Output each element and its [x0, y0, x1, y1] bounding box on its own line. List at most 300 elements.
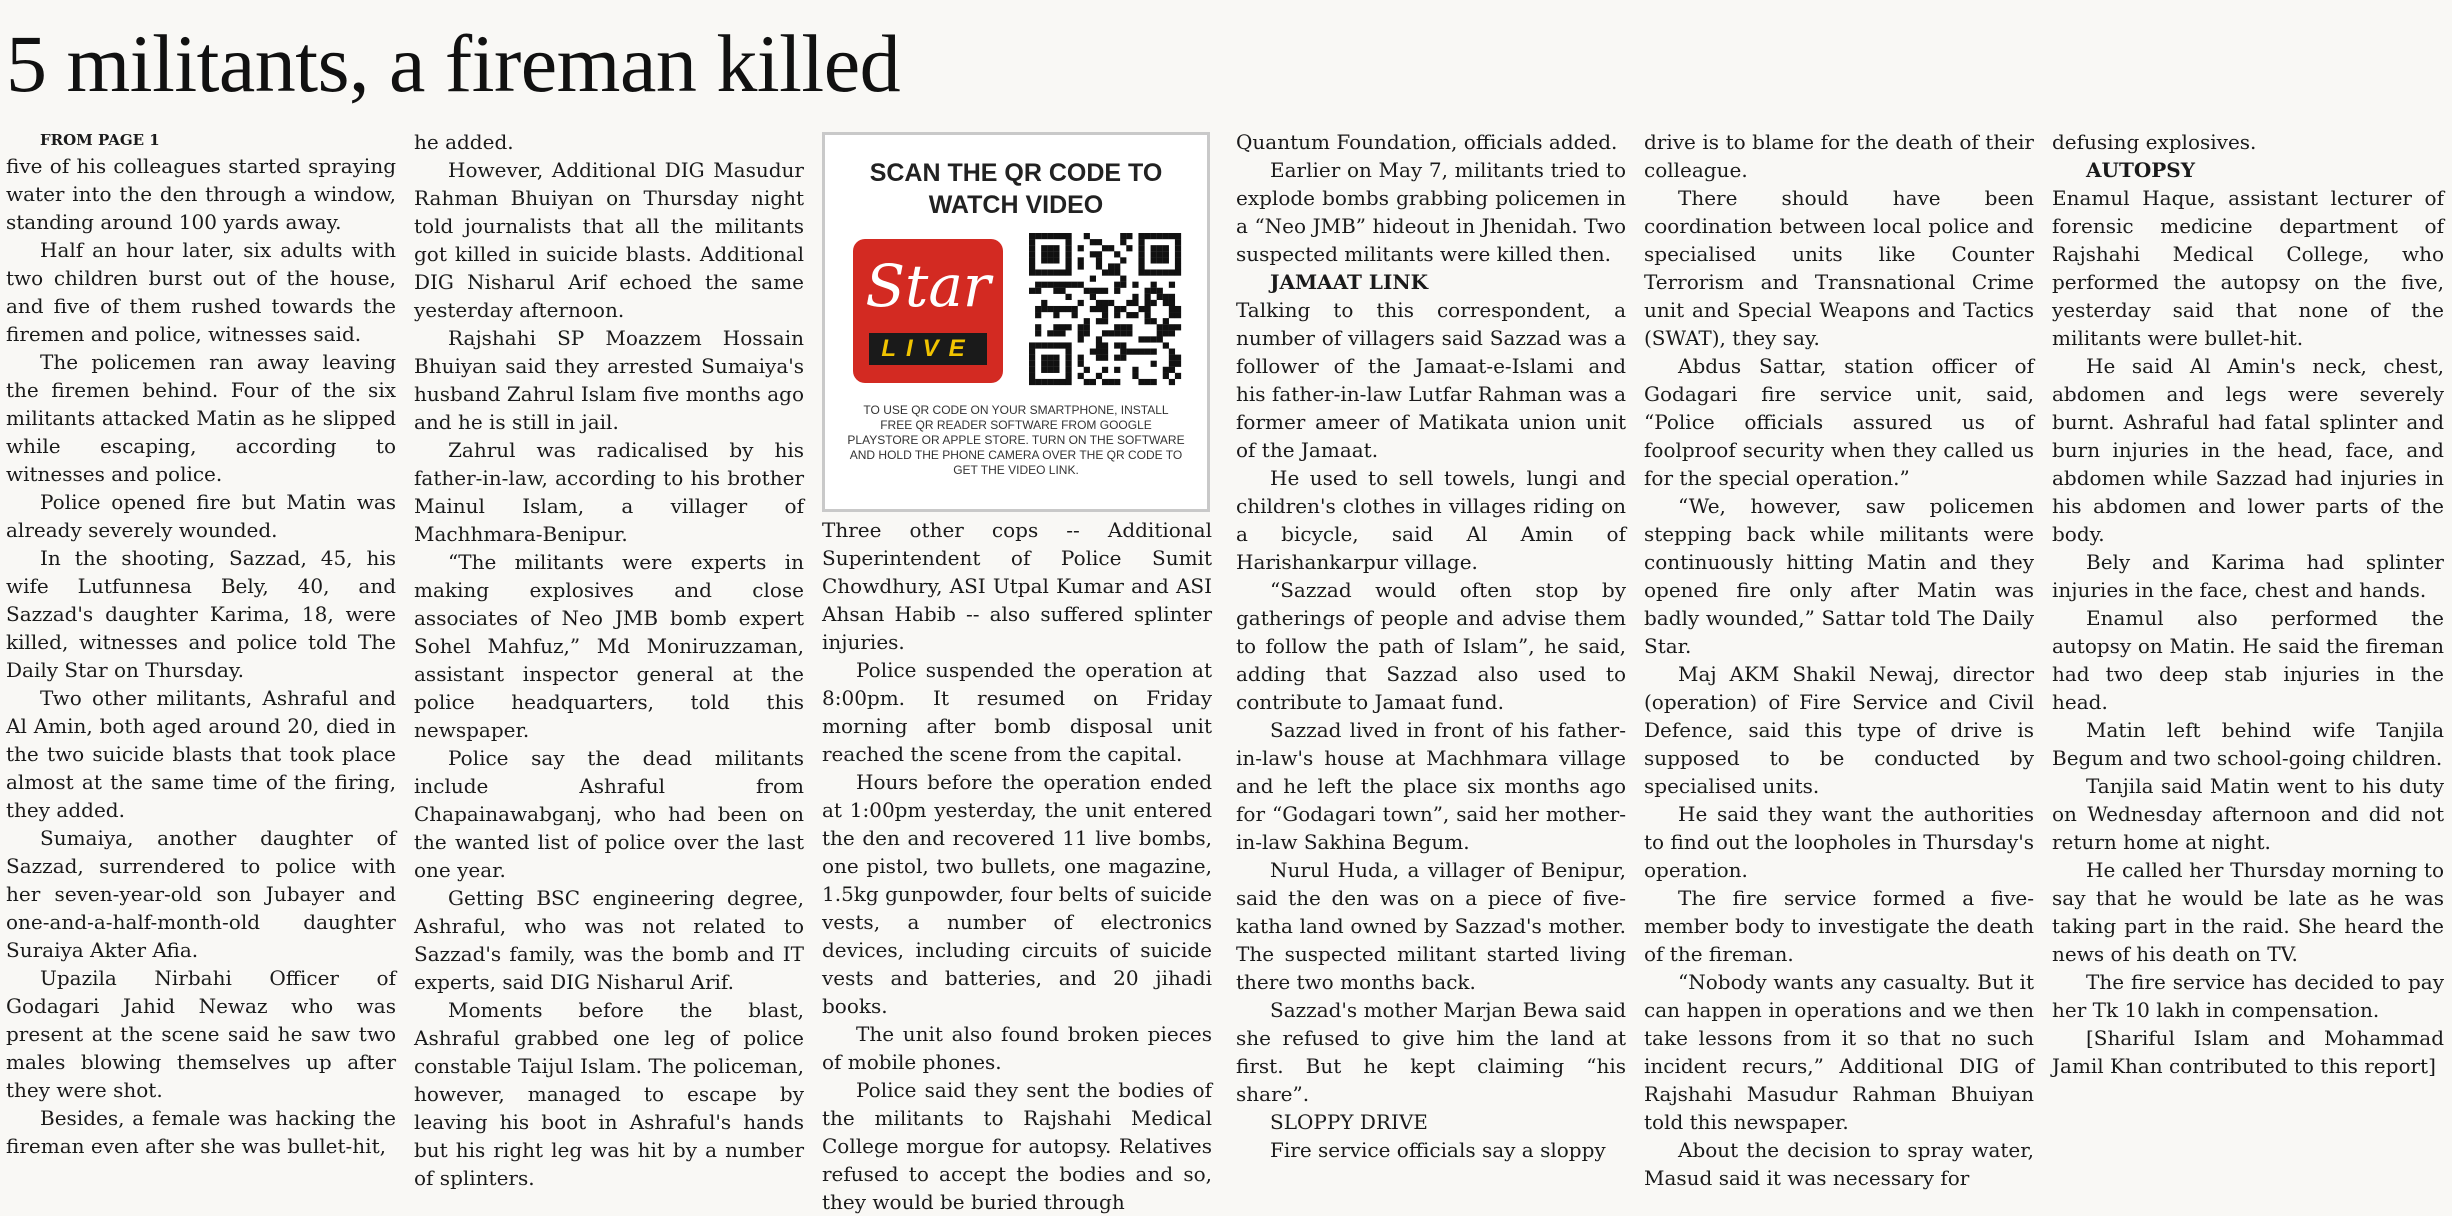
- qr-module: [1169, 330, 1175, 336]
- qr-module: [1029, 373, 1035, 379]
- qr-module: [1035, 330, 1041, 336]
- qr-module: [1114, 379, 1120, 385]
- qr-module: [1029, 349, 1035, 355]
- qr-module: [1059, 342, 1065, 348]
- qr-module: [1145, 269, 1151, 275]
- qr-module: [1163, 251, 1169, 257]
- paragraph: Sumaiya, another daughter of Sazzad, surrendered to police with her seven-year-old son Jubayer and one-and-a-half-month-old daughter Suraiya Akter Afia.: [6, 826, 396, 962]
- qr-module: [1065, 282, 1071, 288]
- qr-module: [1114, 306, 1120, 312]
- paragraph: Matin left behind wife Tanjila Begum and two school-going children.: [2052, 718, 2444, 770]
- qr-module: [1078, 324, 1084, 330]
- qr-module: [1145, 233, 1151, 239]
- qr-module: [1053, 379, 1059, 385]
- article-column-5: [1644, 128, 2034, 1192]
- qr-module: [1114, 269, 1120, 275]
- qr-module: [1029, 367, 1035, 373]
- qr-module: [1132, 300, 1138, 306]
- paragraph: Quantum Foundation, officials added.: [1236, 130, 1618, 154]
- qr-module: [1059, 288, 1065, 294]
- qr-module: [1072, 282, 1078, 288]
- qr-module: [1151, 349, 1157, 355]
- qr-module: [1120, 349, 1126, 355]
- paragraph: Police suspended the operation at 8:00pm. It resumed on Friday morning after bomb disposal unit reached the scene from the capital.: [822, 658, 1212, 766]
- qr-module: [1175, 251, 1181, 257]
- qr-module: [1145, 306, 1151, 312]
- qr-module: [1169, 282, 1175, 288]
- qr-module: [1090, 288, 1096, 294]
- paragraph: Talking to this correspondent, a number of villagers said Sazzad was a follower of the Jamaat-e-Islami and his father-in-law Lutfar Rahman was a former ameer of Matikata union unit of the Jamaat.: [1236, 298, 1626, 462]
- qr-module: [1126, 330, 1132, 336]
- qr-module: [1151, 318, 1157, 324]
- qr-module: [1096, 342, 1102, 348]
- qr-module: [1053, 342, 1059, 348]
- qr-module: [1053, 269, 1059, 275]
- qr-module: [1029, 257, 1035, 263]
- qr-module: [1138, 233, 1144, 239]
- qr-module: [1108, 300, 1114, 306]
- qr-module: [1120, 342, 1126, 348]
- qr-module: [1114, 330, 1120, 336]
- qr-module: [1096, 306, 1102, 312]
- paragraph: Enamul Haque, assistant lecturer of forensic medicine department of Rajshahi Medical College, who performed the autopsy on the five, yesterday said that none of the militants were bullet-hit.: [2052, 186, 2444, 350]
- qr-module: [1157, 288, 1163, 294]
- qr-module: [1114, 355, 1120, 361]
- qr-module: [1047, 361, 1053, 367]
- qr-module: [1084, 330, 1090, 336]
- qr-module: [1145, 349, 1151, 355]
- qr-module: [1090, 349, 1096, 355]
- qr-module: [1078, 257, 1084, 263]
- qr-module: [1065, 233, 1071, 239]
- qr-module: [1096, 300, 1102, 306]
- paragraph: Maj AKM Shakil Newaj, director (operation) of Fire Service and Civil Defence, said this type of drive is supposed to be conducted by specialised units.: [1644, 662, 2034, 798]
- qr-module: [1163, 233, 1169, 239]
- qr-module: [1053, 257, 1059, 263]
- qr-module: [1175, 355, 1181, 361]
- qr-module: [1126, 233, 1132, 239]
- paragraph: Enamul also performed the autopsy on Matin. He said the fireman had two deep stab injuries in the head.: [2052, 606, 2444, 714]
- qr-module: [1090, 276, 1096, 282]
- qr-module: [1151, 288, 1157, 294]
- qr-module: [1065, 349, 1071, 355]
- qr-module: [1096, 355, 1102, 361]
- qr-module: [1175, 373, 1181, 379]
- qr-module: [1047, 355, 1053, 361]
- qr-module: [1078, 282, 1084, 288]
- paragraph: Police said they sent the bodies of the militants to Rajshahi Medical College morgue for autopsy. Relatives refused to accept the bodies and so, they would be buried through: [822, 1078, 1212, 1214]
- qr-module: [1151, 269, 1157, 275]
- qr-module: [1035, 324, 1041, 330]
- qr-module: [1035, 306, 1041, 312]
- qr-module: [1169, 300, 1175, 306]
- paragraph: The unit also found broken pieces of mobile phones.: [822, 1022, 1212, 1074]
- qr-module: [1035, 288, 1041, 294]
- qr-module: [1138, 245, 1144, 251]
- qr-module: [1059, 269, 1065, 275]
- qr-module: [1029, 251, 1035, 257]
- qr-module: [1132, 349, 1138, 355]
- paragraph: Half an hour later, six adults with two children burst out of the house, and five of them rushed towards the firemen and police, witnesses said.: [6, 238, 396, 346]
- paragraph: “Sazzad would often stop by gatherings of people and advise them to follow the path of Islam”, he said, adding that Sazzad also used to contribute to Jamaat fund.: [1236, 578, 1626, 714]
- article-column-4: [1236, 128, 1626, 1192]
- qr-module: [1078, 361, 1084, 367]
- qr-module: [1151, 300, 1157, 306]
- qr-module: [1114, 367, 1120, 373]
- qr-module: [1078, 336, 1084, 342]
- qr-module: [1029, 239, 1035, 245]
- paragraph: Abdus Sattar, station officer of Godagari fire service unit, said, “Police officials assured us of foolproof security when they called us for the special operation.”: [1644, 354, 2034, 490]
- qr-instructions: TO USE QR CODE ON YOUR SMARTPHONE, INSTALL FREE QR READER SOFTWARE FROM GOOGLE PLAYSTORE OR APPLE STORE. TURN ON THE SOFTWARE AND HOLD THE PHONE CAMERA OVER THE QR CODE TO GET THE VIDEO LINK.: [847, 403, 1185, 477]
- qr-module: [1059, 379, 1065, 385]
- qr-module: [1041, 257, 1047, 263]
- qr-module: [1072, 306, 1078, 312]
- qr-module: [1065, 379, 1071, 385]
- qr-module: [1090, 294, 1096, 300]
- qr-module: [1078, 373, 1084, 379]
- paragraph: Hours before the operation ended at 1:00pm yesterday, the unit entered the den and recovered 11 live bombs, one pistol, two bullets, one magazine, 1.5kg gunpowder, four belts of suicide vests, a number of electronics devices, including circuits of suicide vests and batteries, and 20 jihadi books.: [822, 770, 1212, 1018]
- paragraph: There should have been coordination between local police and specialised units like Counter Terrorism and Transnational Crime unit and Special Weapons and Tactics (SWAT), they say.: [1644, 186, 2034, 350]
- qr-module: [1084, 367, 1090, 373]
- qr-module: [1114, 342, 1120, 348]
- qr-module: [1059, 282, 1065, 288]
- qr-module: [1096, 349, 1102, 355]
- paragraph: Earlier on May 7, militants tried to explode bombs grabbing policemen in a “Neo JMB” hideout in Jhenidah. Two suspected militants were killed then.: [1236, 158, 1626, 266]
- qr-module: [1126, 300, 1132, 306]
- qr-module: [1157, 336, 1163, 342]
- paragraph: Police opened fire but Matin was already severely wounded.: [6, 490, 396, 542]
- qr-module: [1120, 355, 1126, 361]
- qr-module: [1102, 379, 1108, 385]
- qr-module: [1138, 306, 1144, 312]
- logo-word: Star: [865, 252, 991, 320]
- qr-module: [1132, 312, 1138, 318]
- qr-module: [1065, 239, 1071, 245]
- qr-module: [1145, 294, 1151, 300]
- paragraph: Three other cops -- Additional Superintendent of Police Sumit Chowdhury, ASI Utpal Kumar and ASI Ahsan Habib -- also suffered splinter injuries.: [822, 518, 1212, 654]
- qr-module: [1078, 263, 1084, 269]
- qr-module: [1047, 379, 1053, 385]
- paragraph: “The militants were experts in making explosives and close associates of Neo JMB bomb expert Sohel Mahfuz,” Md Moniruzzaman, assistant inspector general at the police headquarters, told this newspaper.: [414, 550, 804, 742]
- qr-module: [1175, 239, 1181, 245]
- qr-module: [1108, 330, 1114, 336]
- qr-module: [1053, 355, 1059, 361]
- qr-module: [1096, 373, 1102, 379]
- qr-module: [1157, 245, 1163, 251]
- qr-module: [1163, 257, 1169, 263]
- qr-module: [1151, 257, 1157, 263]
- qr-module: [1120, 276, 1126, 282]
- qr-module: [1108, 379, 1114, 385]
- article-column-1: [6, 128, 396, 1192]
- qr-module: [1145, 379, 1151, 385]
- qr-module: [1175, 312, 1181, 318]
- qr-module: [1047, 257, 1053, 263]
- qr-module: [1072, 312, 1078, 318]
- headline: 5 militants, a fireman killed: [6, 18, 901, 109]
- paragraph: Fire service officials say a sloppy: [1270, 1138, 1606, 1162]
- qr-module: [1053, 288, 1059, 294]
- qr-module: [1138, 257, 1144, 263]
- qr-module: [1175, 324, 1181, 330]
- qr-module: [1120, 330, 1126, 336]
- qr-module: [1163, 300, 1169, 306]
- qr-module: [1138, 336, 1144, 342]
- qr-title: [825, 157, 1207, 221]
- qr-module: [1047, 269, 1053, 275]
- qr-module: [1029, 379, 1035, 385]
- qr-module: [1114, 251, 1120, 257]
- qr-module: [1053, 361, 1059, 367]
- qr-module: [1041, 361, 1047, 367]
- qr-module: [1126, 324, 1132, 330]
- qr-module: [1169, 361, 1175, 367]
- qr-module: [1151, 336, 1157, 342]
- qr-module: [1096, 263, 1102, 269]
- qr-module: [1053, 233, 1059, 239]
- qr-module: [1138, 251, 1144, 257]
- qr-module: [1120, 324, 1126, 330]
- qr-module: [1035, 342, 1041, 348]
- qr-module: [1065, 257, 1071, 263]
- paragraph: The fire service has decided to pay her Tk 10 lakh in compensation.: [2052, 970, 2444, 1022]
- qr-module: [1065, 324, 1071, 330]
- qr-module: [1108, 245, 1114, 251]
- qr-module: [1169, 367, 1175, 373]
- qr-module: [1029, 263, 1035, 269]
- qr-module: [1169, 294, 1175, 300]
- subheading-jamaat-link: JAMAAT LINK: [1270, 270, 1428, 294]
- paragraph: Tanjila said Matin went to his duty on Wednesday afternoon and did not return home at night.: [2052, 774, 2444, 854]
- qr-code-icon[interactable]: [1029, 233, 1181, 385]
- qr-module: [1053, 324, 1059, 330]
- qr-module: [1090, 306, 1096, 312]
- qr-module: [1047, 306, 1053, 312]
- qr-title-line-2: WATCH VIDEO: [928, 191, 1104, 219]
- qr-module: [1138, 379, 1144, 385]
- qr-module: [1041, 367, 1047, 373]
- qr-module: [1090, 239, 1096, 245]
- paragraph: He said Al Amin's neck, chest, abdomen and legs were severely burnt. Ashraful had fatal splinter and burn injuries in the head, face, and abdomen while Sazzad had injuries in his abdomen and lower parts of the body.: [2052, 354, 2444, 546]
- paragraph: Police say the dead militants include Ashraful from Chapainawabganj, who had been on the wanted list of police over the last one year.: [414, 746, 804, 882]
- qr-module: [1138, 263, 1144, 269]
- qr-module: [1114, 263, 1120, 269]
- qr-module: [1041, 233, 1047, 239]
- qr-module: [1132, 282, 1138, 288]
- qr-module: [1029, 233, 1035, 239]
- qr-module: [1120, 282, 1126, 288]
- qr-module: [1120, 239, 1126, 245]
- qr-module: [1041, 379, 1047, 385]
- subheading-sloppy-drive: SLOPPY DRIVE: [1270, 1110, 1428, 1134]
- qr-module: [1035, 312, 1041, 318]
- qr-module: [1078, 330, 1084, 336]
- qr-module: [1163, 294, 1169, 300]
- qr-module: [1084, 318, 1090, 324]
- qr-module: [1102, 342, 1108, 348]
- qr-module: [1163, 367, 1169, 373]
- qr-module: [1151, 251, 1157, 257]
- qr-module: [1169, 312, 1175, 318]
- qr-module: [1169, 306, 1175, 312]
- qr-module: [1163, 245, 1169, 251]
- paragraph: He used to sell towels, lungi and children's clothes in villages riding on a bicycle, said Al Amin of Harishankarpur village.: [1236, 466, 1626, 574]
- paragraph: Zahrul was radicalised by his father-in-law, according to his brother Mainul Islam, a villager of Machhmara-Benipur.: [414, 438, 804, 546]
- subheading-autopsy: AUTOPSY: [2086, 158, 2196, 182]
- qr-module: [1065, 361, 1071, 367]
- qr-module: [1175, 263, 1181, 269]
- qr-module: [1035, 269, 1041, 275]
- qr-module: [1151, 282, 1157, 288]
- qr-module: [1047, 233, 1053, 239]
- paragraph: He said they want the authorities to find out the loopholes in Thursday's operation.: [1644, 802, 2034, 882]
- qr-module: [1047, 245, 1053, 251]
- qr-video-box: [822, 132, 1210, 512]
- qr-module: [1053, 282, 1059, 288]
- qr-module: [1126, 245, 1132, 251]
- qr-module: [1096, 336, 1102, 342]
- qr-module: [1157, 251, 1163, 257]
- qr-module: [1157, 330, 1163, 336]
- qr-module: [1120, 257, 1126, 263]
- qr-module: [1078, 245, 1084, 251]
- qr-module: [1059, 233, 1065, 239]
- qr-module: [1065, 342, 1071, 348]
- qr-module: [1145, 300, 1151, 306]
- qr-module: [1175, 306, 1181, 312]
- qr-module: [1175, 233, 1181, 239]
- qr-module: [1029, 355, 1035, 361]
- qr-module: [1102, 288, 1108, 294]
- qr-module: [1145, 288, 1151, 294]
- qr-module: [1169, 355, 1175, 361]
- qr-module: [1041, 300, 1047, 306]
- paragraph: Getting BSC engineering degree, Ashraful, who was not related to Sazzad's family, was the bomb and IT experts, said DIG Nisharul Arif.: [414, 886, 804, 994]
- qr-module: [1175, 245, 1181, 251]
- qr-module: [1157, 233, 1163, 239]
- qr-module: [1102, 349, 1108, 355]
- paragraph: Sazzad lived in front of his father-in-law's house at Machhmara village and he left the place six months ago for “Godagari town”, said her mother-in-law Sakhina Begum.: [1236, 718, 1626, 854]
- qr-module: [1065, 355, 1071, 361]
- qr-module: [1029, 269, 1035, 275]
- qr-module: [1065, 306, 1071, 312]
- qr-module: [1126, 349, 1132, 355]
- qr-module: [1084, 233, 1090, 239]
- qr-module: [1169, 233, 1175, 239]
- qr-module: [1053, 312, 1059, 318]
- qr-module: [1035, 282, 1041, 288]
- paragraph: Bely and Karima had splinter injuries in the face, chest and hands.: [2052, 550, 2444, 602]
- qr-module: [1084, 379, 1090, 385]
- qr-module: [1041, 245, 1047, 251]
- qr-module: [1047, 251, 1053, 257]
- qr-module: [1138, 269, 1144, 275]
- paragraph: he added.: [414, 130, 514, 154]
- qr-module: [1059, 330, 1065, 336]
- paragraph: Rajshahi SP Moazzem Hossain Bhuiyan said they arrested Sumaiya's husband Zahrul Islam five months ago and he is still in jail.: [414, 326, 804, 434]
- qr-module: [1084, 324, 1090, 330]
- qr-module: [1041, 306, 1047, 312]
- qr-module: [1059, 306, 1065, 312]
- qr-module: [1065, 245, 1071, 251]
- qr-module: [1084, 288, 1090, 294]
- qr-module: [1065, 367, 1071, 373]
- qr-module: [1078, 300, 1084, 306]
- qr-module: [1132, 373, 1138, 379]
- qr-module: [1047, 342, 1053, 348]
- paragraph: Upazila Nirbahi Officer of Godagari Jahid Newaz who was present at the scene said he saw two males blowing themselves up after they were shot.: [6, 966, 396, 1102]
- paragraph: Sazzad's mother Marjan Bewa said she refused to give him the land at first. But he kept claiming “his share”.: [1236, 998, 1626, 1106]
- qr-title-line-1: SCAN THE QR CODE TO: [869, 159, 1163, 187]
- qr-module: [1163, 269, 1169, 275]
- qr-module: [1102, 245, 1108, 251]
- qr-module: [1114, 312, 1120, 318]
- qr-module: [1151, 361, 1157, 367]
- qr-module: [1151, 379, 1157, 385]
- qr-module: [1090, 251, 1096, 257]
- qr-module: [1126, 312, 1132, 318]
- qr-module: [1065, 251, 1071, 257]
- qr-module: [1059, 324, 1065, 330]
- qr-module: [1114, 282, 1120, 288]
- qr-module: [1041, 269, 1047, 275]
- qr-module: [1145, 318, 1151, 324]
- qr-module: [1029, 245, 1035, 251]
- qr-module: [1053, 330, 1059, 336]
- qr-module: [1151, 245, 1157, 251]
- qr-module: [1120, 233, 1126, 239]
- qr-module: [1114, 288, 1120, 294]
- qr-module: [1114, 324, 1120, 330]
- qr-module: [1157, 257, 1163, 263]
- qr-module: [1047, 282, 1053, 288]
- paragraph: However, Additional DIG Masudur Rahman Bhuiyan on Thursday night told journalists that all the militants got killed in suicide blasts. Additional DIG Nisharul Arif echoed the same yesterday afternoon.: [414, 158, 804, 322]
- qr-module: [1169, 349, 1175, 355]
- qr-module: [1157, 269, 1163, 275]
- qr-module: [1175, 361, 1181, 367]
- qr-module: [1041, 251, 1047, 257]
- qr-module: [1041, 355, 1047, 361]
- qr-module: [1096, 251, 1102, 257]
- qr-module: [1096, 288, 1102, 294]
- qr-module: [1065, 269, 1071, 275]
- paragraph: Two other militants, Ashraful and Al Amin, both aged around 20, died in the two suicide blasts that took place almost at the same time of the firing, they added.: [6, 686, 396, 822]
- article-column-3: [822, 516, 1212, 1214]
- qr-module: [1120, 306, 1126, 312]
- article-column-6: [2052, 128, 2444, 1192]
- qr-module: [1102, 300, 1108, 306]
- qr-module: [1029, 288, 1035, 294]
- qr-module: [1102, 318, 1108, 324]
- qr-module: [1053, 306, 1059, 312]
- qr-module: [1163, 330, 1169, 336]
- qr-module: [1035, 233, 1041, 239]
- qr-module: [1157, 294, 1163, 300]
- paragraph: “Nobody wants any casualty. But it can happen in operations and we then take lessons from it so that no such incident recurs,” Additional DIG of Rajshahi Masudur Rahman Bhuiyan told this newspaper.: [1644, 970, 2034, 1134]
- paragraph: About the decision to spray water, Masud said it was necessary for: [1644, 1138, 2034, 1190]
- qr-module: [1169, 379, 1175, 385]
- qr-module: [1096, 318, 1102, 324]
- qr-module: [1145, 336, 1151, 342]
- qr-module: [1053, 251, 1059, 257]
- paragraph: In the shooting, Sazzad, 45, his wife Lutfunnesa Bely, 40, and Sazzad's daughter Karima, 18, were killed, witnesses and police told The Daily Star on Thursday.: [6, 546, 396, 682]
- qr-module: [1065, 294, 1071, 300]
- qr-module: [1047, 330, 1053, 336]
- qr-module: [1096, 239, 1102, 245]
- qr-module: [1151, 233, 1157, 239]
- qr-module: [1035, 379, 1041, 385]
- qr-module: [1145, 312, 1151, 318]
